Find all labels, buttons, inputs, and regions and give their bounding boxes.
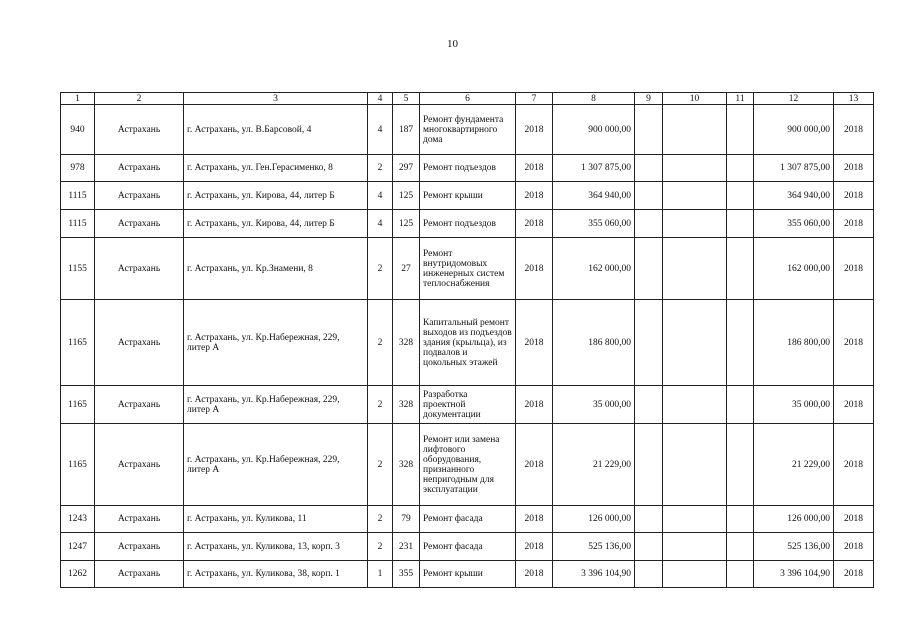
col9-cell: [635, 210, 663, 238]
cost-cell: 126 000,00: [553, 506, 635, 533]
municipality-cell: Астрахань: [95, 155, 184, 182]
row-number-cell: 940: [61, 105, 95, 155]
col9-cell: [635, 506, 663, 533]
apartments-cell: 27: [393, 238, 420, 300]
address-cell: г. Астрахань, ул. Кр.Набережная, 229, литер А: [184, 424, 368, 506]
table-row: [61, 300, 874, 386]
floors-cell: 1: [368, 561, 393, 588]
total-cost-cell: 1 307 875,00: [754, 155, 834, 182]
plan-year-cell: 2018: [516, 386, 553, 424]
row-number-cell: 1165: [61, 300, 95, 386]
plan-year-cell: 2018: [516, 182, 553, 210]
row-number-cell: 1243: [61, 506, 95, 533]
column-header: 3: [184, 93, 368, 105]
col11-cell: [727, 238, 754, 300]
column-header: 12: [754, 93, 834, 105]
plan-year-cell: 2018: [516, 506, 553, 533]
cost-cell: 355 060,00: [553, 210, 635, 238]
apartments-cell: 187: [393, 105, 420, 155]
column-header: 2: [95, 93, 184, 105]
table-row: [61, 155, 874, 182]
col10-cell: [663, 300, 727, 386]
municipality-cell: Астрахань: [95, 561, 184, 588]
municipality-cell: Астрахань: [95, 533, 184, 561]
work-type-cell: Разработка проектной документации: [420, 386, 516, 424]
row-number-cell: 1165: [61, 386, 95, 424]
col10-cell: [663, 533, 727, 561]
total-cost-cell: 3 396 104,90: [754, 561, 834, 588]
column-header: 7: [516, 93, 553, 105]
address-cell: г. Астрахань, ул. Куликова, 38, корп. 1: [184, 561, 368, 588]
cost-cell: 364 940,00: [553, 182, 635, 210]
row-number-cell: 978: [61, 155, 95, 182]
col10-cell: [663, 105, 727, 155]
row-number-cell: 1155: [61, 238, 95, 300]
cost-cell: 900 000,00: [553, 105, 635, 155]
apartments-cell: 328: [393, 386, 420, 424]
total-cost-cell: 126 000,00: [754, 506, 834, 533]
work-type-cell: Ремонт фундамента многоквартирного дома: [420, 105, 516, 155]
completion-year-cell: 2018: [834, 300, 874, 386]
plan-year-cell: 2018: [516, 238, 553, 300]
address-cell: г. Астрахань, ул. Кр.Набережная, 229, литер А: [184, 386, 368, 424]
floors-cell: 4: [368, 210, 393, 238]
col11-cell: [727, 386, 754, 424]
floors-cell: 4: [368, 105, 393, 155]
total-cost-cell: 364 940,00: [754, 182, 834, 210]
completion-year-cell: 2018: [834, 105, 874, 155]
col10-cell: [663, 155, 727, 182]
apartments-cell: 79: [393, 506, 420, 533]
municipality-cell: Астрахань: [95, 506, 184, 533]
floors-cell: 2: [368, 386, 393, 424]
address-cell: г. Астрахань, ул. Ген.Герасименко, 8: [184, 155, 368, 182]
table-row: [61, 182, 874, 210]
column-header: 9: [635, 93, 663, 105]
apartments-cell: 125: [393, 182, 420, 210]
plan-year-cell: 2018: [516, 424, 553, 506]
col11-cell: [727, 533, 754, 561]
column-number-row: [61, 93, 874, 105]
floors-cell: 2: [368, 424, 393, 506]
row-number-cell: 1115: [61, 210, 95, 238]
work-type-cell: Ремонт крыши: [420, 182, 516, 210]
table-row: [61, 386, 874, 424]
address-cell: г. Астрахань, ул. Кирова, 44, литер Б: [184, 182, 368, 210]
column-header: 10: [663, 93, 727, 105]
col10-cell: [663, 424, 727, 506]
total-cost-cell: 35 000,00: [754, 386, 834, 424]
column-header: 4: [368, 93, 393, 105]
work-type-cell: Ремонт подъездов: [420, 155, 516, 182]
work-type-cell: Ремонт крыши: [420, 561, 516, 588]
address-cell: г. Астрахань, ул. Кр.Знамени, 8: [184, 238, 368, 300]
cost-cell: 525 136,00: [553, 533, 635, 561]
col9-cell: [635, 300, 663, 386]
col10-cell: [663, 561, 727, 588]
municipality-cell: Астрахань: [95, 386, 184, 424]
work-type-cell: Ремонт внутридомовых инженерных систем теплоснабжения: [420, 238, 516, 300]
works-table: [60, 92, 874, 588]
cost-cell: 186 800,00: [553, 300, 635, 386]
col11-cell: [727, 506, 754, 533]
row-number-cell: 1115: [61, 182, 95, 210]
floors-cell: 2: [368, 155, 393, 182]
total-cost-cell: 162 000,00: [754, 238, 834, 300]
column-header: 11: [727, 93, 754, 105]
municipality-cell: Астрахань: [95, 210, 184, 238]
column-header: 5: [393, 93, 420, 105]
col11-cell: [727, 300, 754, 386]
total-cost-cell: 900 000,00: [754, 105, 834, 155]
column-header: 1: [61, 93, 95, 105]
cost-cell: 35 000,00: [553, 386, 635, 424]
plan-year-cell: 2018: [516, 155, 553, 182]
completion-year-cell: 2018: [834, 424, 874, 506]
table-row: [61, 424, 874, 506]
col10-cell: [663, 182, 727, 210]
completion-year-cell: 2018: [834, 210, 874, 238]
col11-cell: [727, 210, 754, 238]
col10-cell: [663, 238, 727, 300]
work-type-cell: Ремонт или замена лифтового оборудования, признанного непригодным для эксплуатации: [420, 424, 516, 506]
completion-year-cell: 2018: [834, 386, 874, 424]
plan-year-cell: 2018: [516, 533, 553, 561]
completion-year-cell: 2018: [834, 155, 874, 182]
municipality-cell: Астрахань: [95, 424, 184, 506]
col11-cell: [727, 424, 754, 506]
col11-cell: [727, 105, 754, 155]
address-cell: г. Астрахань, ул. Кирова, 44, литер Б: [184, 210, 368, 238]
col11-cell: [727, 155, 754, 182]
municipality-cell: Астрахань: [95, 300, 184, 386]
apartments-cell: 125: [393, 210, 420, 238]
col9-cell: [635, 533, 663, 561]
plan-year-cell: 2018: [516, 300, 553, 386]
col9-cell: [635, 424, 663, 506]
page-number: 10: [447, 38, 458, 50]
total-cost-cell: 355 060,00: [754, 210, 834, 238]
municipality-cell: Астрахань: [95, 105, 184, 155]
address-cell: г. Астрахань, ул. Куликова, 11: [184, 506, 368, 533]
floors-cell: 2: [368, 533, 393, 561]
col10-cell: [663, 210, 727, 238]
apartments-cell: 328: [393, 300, 420, 386]
apartments-cell: 231: [393, 533, 420, 561]
cost-cell: 162 000,00: [553, 238, 635, 300]
col9-cell: [635, 386, 663, 424]
work-type-cell: Ремонт фасада: [420, 533, 516, 561]
row-number-cell: 1165: [61, 424, 95, 506]
plan-year-cell: 2018: [516, 561, 553, 588]
address-cell: г. Астрахань, ул. В.Барсовой, 4: [184, 105, 368, 155]
col9-cell: [635, 182, 663, 210]
floors-cell: 2: [368, 300, 393, 386]
cost-cell: 3 396 104,90: [553, 561, 635, 588]
work-type-cell: Ремонт фасада: [420, 506, 516, 533]
completion-year-cell: 2018: [834, 238, 874, 300]
work-type-cell: Капитальный ремонт выходов из подъездов здания (крыльца), из подвалов и цокольных этажей: [420, 300, 516, 386]
col10-cell: [663, 386, 727, 424]
apartments-cell: 297: [393, 155, 420, 182]
table-row: [61, 238, 874, 300]
apartments-cell: 355: [393, 561, 420, 588]
table-row: [61, 105, 874, 155]
completion-year-cell: 2018: [834, 182, 874, 210]
col9-cell: [635, 238, 663, 300]
apartments-cell: 328: [393, 424, 420, 506]
column-header: 6: [420, 93, 516, 105]
table-row: [61, 506, 874, 533]
col9-cell: [635, 105, 663, 155]
table-row: [61, 533, 874, 561]
completion-year-cell: 2018: [834, 533, 874, 561]
col11-cell: [727, 182, 754, 210]
table-row: [61, 561, 874, 588]
table-row: [61, 210, 874, 238]
column-header: 8: [553, 93, 635, 105]
municipality-cell: Астрахань: [95, 238, 184, 300]
work-type-cell: Ремонт подъездов: [420, 210, 516, 238]
cost-cell: 1 307 875,00: [553, 155, 635, 182]
plan-year-cell: 2018: [516, 105, 553, 155]
address-cell: г. Астрахань, ул. Куликова, 13, корп. 3: [184, 533, 368, 561]
plan-year-cell: 2018: [516, 210, 553, 238]
column-header: 13: [834, 93, 874, 105]
col9-cell: [635, 561, 663, 588]
total-cost-cell: 21 229,00: [754, 424, 834, 506]
municipality-cell: Астрахань: [95, 182, 184, 210]
row-number-cell: 1262: [61, 561, 95, 588]
address-cell: г. Астрахань, ул. Кр.Набережная, 229, литер А: [184, 300, 368, 386]
table-body: [61, 93, 874, 588]
floors-cell: 4: [368, 182, 393, 210]
total-cost-cell: 525 136,00: [754, 533, 834, 561]
floors-cell: 2: [368, 506, 393, 533]
col11-cell: [727, 561, 754, 588]
cost-cell: 21 229,00: [553, 424, 635, 506]
completion-year-cell: 2018: [834, 561, 874, 588]
col10-cell: [663, 506, 727, 533]
row-number-cell: 1247: [61, 533, 95, 561]
total-cost-cell: 186 800,00: [754, 300, 834, 386]
col9-cell: [635, 155, 663, 182]
floors-cell: 2: [368, 238, 393, 300]
completion-year-cell: 2018: [834, 506, 874, 533]
